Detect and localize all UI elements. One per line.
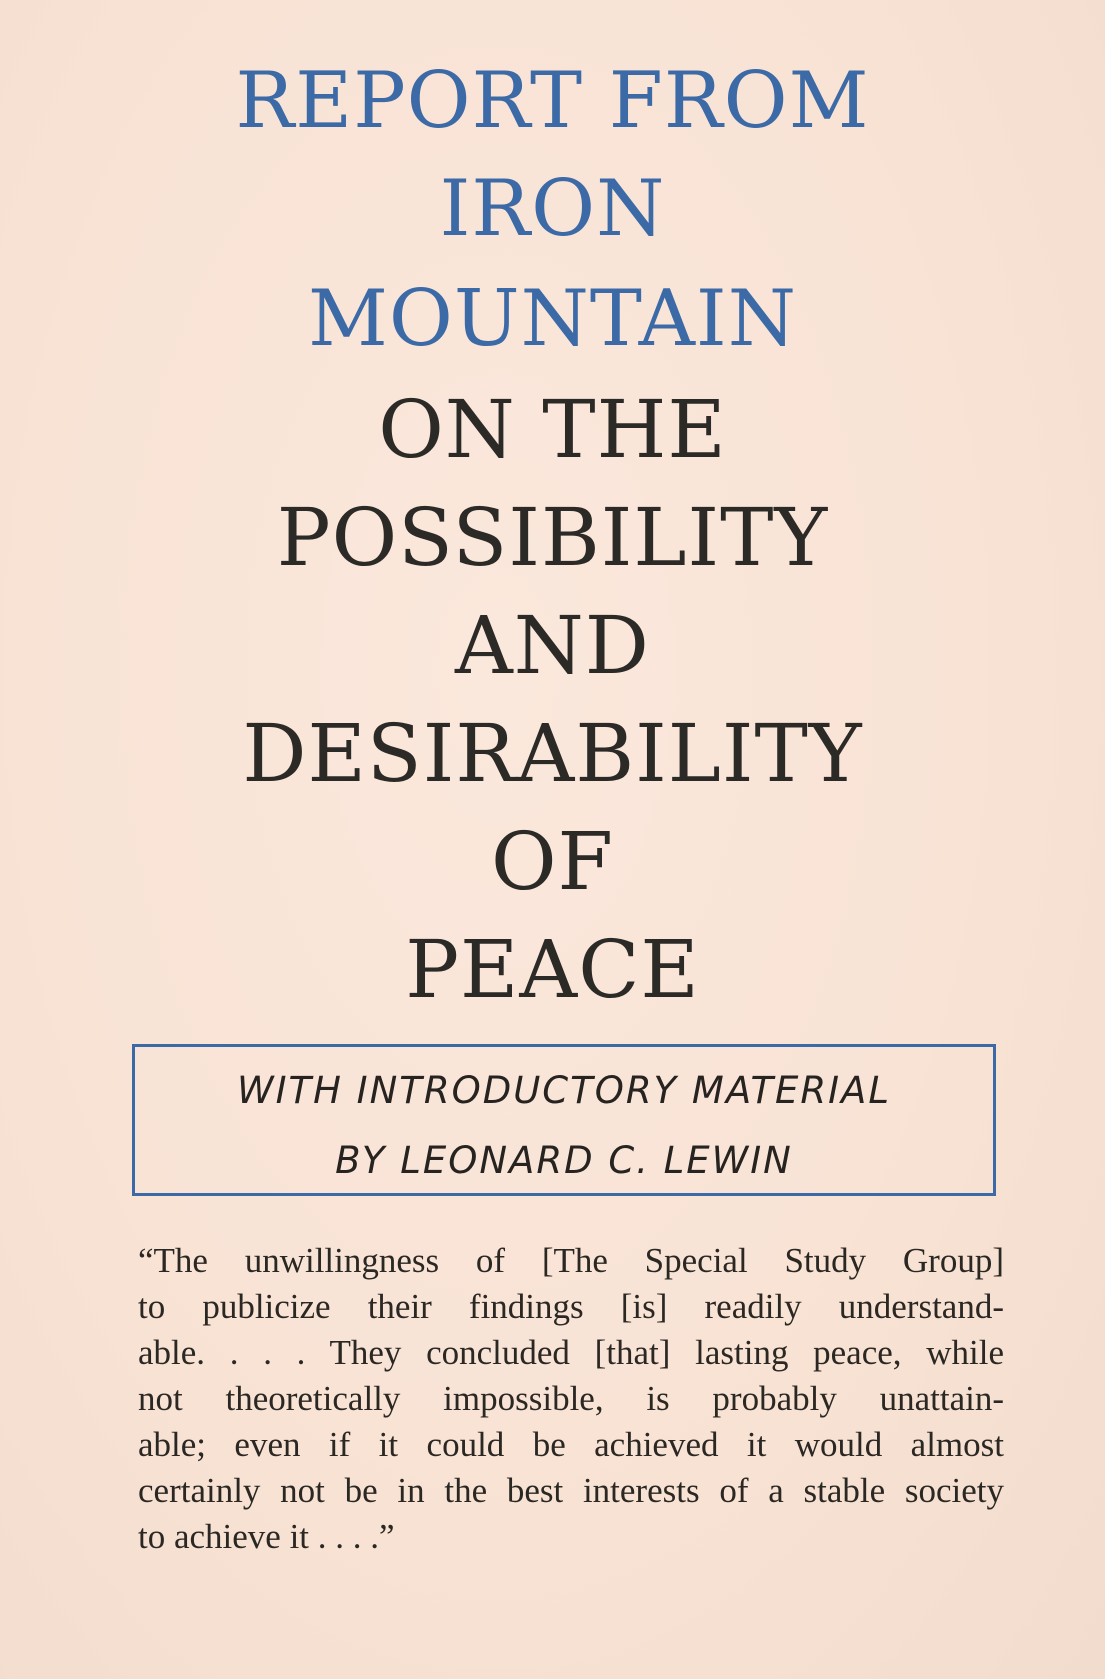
title-line-possibility: POSSIBILITY xyxy=(276,491,829,584)
blurb-quote xyxy=(138,1238,1004,1560)
title-line-report-from: REPORT FROM xyxy=(235,56,870,146)
title-line-desirability: DESIRABILITY xyxy=(242,707,863,800)
quote-line: able; even if it could be achieved it would almost xyxy=(138,1425,1004,1464)
quote-line: to publicize their findings [is] readily understand- xyxy=(138,1287,1004,1326)
title-line-and: AND xyxy=(455,599,650,692)
quote-line: able. . . . They concluded [that] lasting peace, while xyxy=(138,1333,1004,1372)
title-line-on-the: ON THE xyxy=(378,383,727,476)
intro-box xyxy=(132,1044,996,1196)
quote-line: to achieve it . . . .” xyxy=(138,1517,395,1556)
title-line-iron: IRON xyxy=(439,164,666,254)
intro-line-author: BY LEONARD C. LEWIN xyxy=(335,1139,793,1182)
quote-line: certainly not be in the best interests of a stable society xyxy=(138,1471,1004,1510)
title-line-peace: PEACE xyxy=(405,923,700,1016)
quote-line: “The unwillingness of [The Special Study Group] xyxy=(138,1241,1004,1280)
intro-line-material: WITH INTRODUCTORY MATERIAL xyxy=(237,1069,891,1112)
quote-line: not theoretically impossible, is probably unattain- xyxy=(138,1379,1004,1418)
title-line-of: OF xyxy=(490,815,615,908)
title-line-mountain: MOUNTAIN xyxy=(308,274,797,364)
